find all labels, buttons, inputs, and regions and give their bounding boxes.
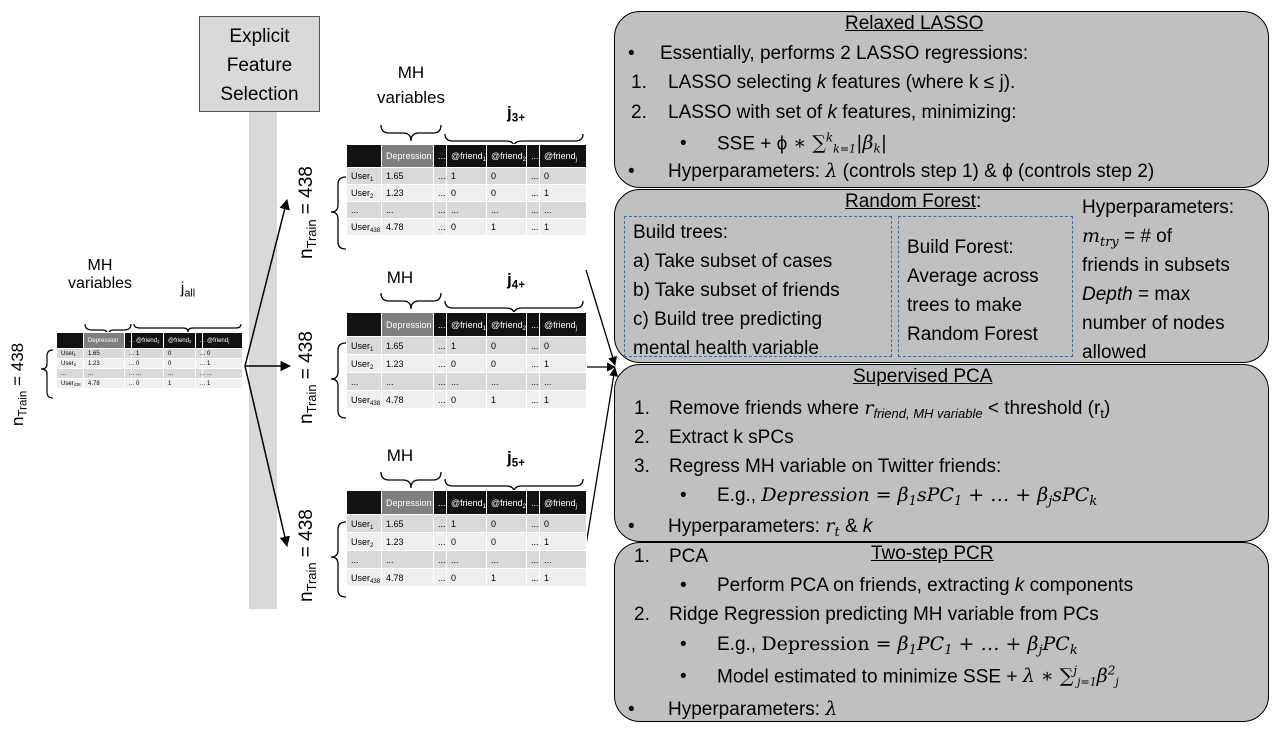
table-row xyxy=(347,391,587,409)
table-row xyxy=(57,359,243,369)
table-cell: 0 xyxy=(447,533,487,551)
table-row xyxy=(57,369,243,379)
header-cell xyxy=(57,333,84,349)
table-cell: ... xyxy=(527,533,540,551)
pcr-line-4: • E.g., Depression = $\beta_1PC_1$ + … + $\beta_jPC_k$ xyxy=(680,633,1078,658)
table-cell: 0 xyxy=(487,185,527,202)
table-cell: 1 xyxy=(132,349,164,359)
header-cell: @friend$_1$ xyxy=(447,491,487,515)
header-cell xyxy=(347,491,382,515)
table-cell: ... xyxy=(434,337,447,355)
table-cell: ... xyxy=(125,379,132,389)
two-step-pcr-title: Two-step PCR xyxy=(871,543,994,564)
lasso-line-5: • Hyperparameters: λ (controls step 1) & ϕ (controls step 2) xyxy=(628,160,1155,182)
user-cell: User$_{438}$ xyxy=(57,379,84,389)
header-cell: @friend$_j$ xyxy=(540,145,587,168)
table-row xyxy=(347,551,587,569)
random-forest-title: Random Forest: xyxy=(845,191,982,212)
table-cell: ... xyxy=(125,359,132,369)
table-cell: 1.65 xyxy=(382,168,434,185)
table-cell: ... xyxy=(527,373,540,391)
data-matrix-bottom xyxy=(346,490,587,587)
table-cell: 4.78 xyxy=(382,391,434,409)
table-cell: ... xyxy=(125,369,132,379)
table-cell: ... xyxy=(447,373,487,391)
table-cell: 0 xyxy=(203,349,243,359)
table-cell: 1 xyxy=(487,219,527,236)
table-cell: 0 xyxy=(487,515,527,533)
lasso-line-3: 2. LASSO with set of k features, minimizing: xyxy=(631,102,1017,123)
table-cell: ... xyxy=(196,349,203,359)
arrow-bottom-to-panels xyxy=(586,368,615,545)
bracket-n-bot xyxy=(331,522,346,597)
table-cell: ... xyxy=(434,551,447,569)
table-cell: 1 xyxy=(540,391,587,409)
pcr-line-3: 2. Ridge Regression predicting MH variable from PCs xyxy=(634,604,1099,625)
header-cell xyxy=(347,313,382,337)
n-train-label-bot: $n_{Train} = 438$ xyxy=(296,509,319,602)
table-cell: 0 xyxy=(487,337,527,355)
table-cell: ... xyxy=(434,202,447,219)
table-cell: ... xyxy=(527,551,540,569)
header-cell: ... xyxy=(527,491,540,515)
user-cell: User$_2$ xyxy=(347,533,382,551)
table-header-row xyxy=(57,333,243,349)
bracket-mh-bot xyxy=(381,472,441,488)
table-cell: 1 xyxy=(164,379,196,389)
bracket-j-small xyxy=(134,324,241,332)
table-cell: ... xyxy=(84,369,125,379)
table-header-row xyxy=(347,313,587,337)
table-cell: ... xyxy=(196,379,203,389)
table-cell: ... xyxy=(434,168,447,185)
two-step-pcr-panel xyxy=(614,542,1269,722)
table-cell: ... xyxy=(527,202,540,219)
header-cell: ... xyxy=(125,333,132,349)
mh-label-mid: MH xyxy=(386,268,414,287)
bracket-n-mid xyxy=(331,343,346,418)
user-cell: User$_{438}$ xyxy=(347,219,382,236)
table-cell: ... xyxy=(434,373,447,391)
supervised-pca-title: Supervised PCA xyxy=(853,366,993,387)
header-cell: Depression xyxy=(382,145,434,168)
table-cell: ... xyxy=(382,551,434,569)
table-row xyxy=(347,533,587,551)
user-cell: User$_1$ xyxy=(347,168,382,185)
table-row xyxy=(347,355,587,373)
table-cell: 1.65 xyxy=(382,515,434,533)
table-header-row xyxy=(347,145,587,168)
table-cell: 0 xyxy=(540,337,587,355)
table-cell: 4.78 xyxy=(382,569,434,587)
table-cell: ... xyxy=(434,219,447,236)
pcr-line-2: • Perform PCA on friends, extracting k components xyxy=(680,575,1134,596)
user-cell: User$_{438}$ xyxy=(347,391,382,409)
table-row xyxy=(347,219,587,236)
table-cell: ... xyxy=(434,355,447,373)
lasso-line-4: • SSE + ϕ ∗ $\sum^k_{k=1}|\beta_k|$ xyxy=(680,131,888,156)
table-cell: ... xyxy=(434,391,447,409)
user-cell: User$_{438}$ xyxy=(347,569,382,587)
table-cell: 0 xyxy=(447,185,487,202)
mh-variables-label-small: MH variables xyxy=(67,257,133,293)
table-cell: ... xyxy=(382,202,434,219)
table-cell: 0 xyxy=(540,168,587,185)
table-cell: ... xyxy=(540,202,587,219)
table-cell: ... xyxy=(527,355,540,373)
spca-line-4: • E.g., Depression = $\beta_1sPC_1$ + … + $\beta_jsPC_k$ xyxy=(680,484,1098,509)
table-cell: ... xyxy=(132,369,164,379)
mh-variables-label-top: MH variables xyxy=(376,63,446,107)
table-cell: 0 xyxy=(487,355,527,373)
lasso-line-1: • Essentially, performs 2 LASSO regressions: xyxy=(628,43,1029,64)
table-cell: 1 xyxy=(203,379,243,389)
pcr-line-6: • Hyperparameters: λ xyxy=(628,698,838,720)
header-cell: ... xyxy=(527,313,540,337)
table-cell: ... xyxy=(527,185,540,202)
table-cell: 1 xyxy=(203,359,243,369)
rf-hyperparameters: Hyperparameters: $m_{try}$ = # of friends in subsets Depth = max number of nodes allowed xyxy=(1082,197,1235,363)
table-cell: ... xyxy=(434,515,447,533)
table-cell: 0 xyxy=(132,359,164,369)
spca-line-5: • Hyperparameters: $r_t$ & k xyxy=(628,515,873,540)
table-cell: 4.78 xyxy=(84,379,125,389)
header-cell: @friend$_1$ xyxy=(447,313,487,337)
n-train-label-top: $n_{Train} = 438$ xyxy=(296,166,319,259)
n-train-label-small: $n_{Train} = 438$ xyxy=(8,342,30,426)
table-row xyxy=(347,185,587,202)
table-cell: ... xyxy=(447,551,487,569)
table-cell: 1 xyxy=(540,185,587,202)
data-matrix-top xyxy=(346,144,587,236)
table-row xyxy=(347,337,587,355)
table-cell: ... xyxy=(487,373,527,391)
pcr-line-1: 1. PCA xyxy=(634,546,709,567)
user-cell: ... xyxy=(347,373,382,391)
table-cell: 1 xyxy=(540,355,587,373)
header-cell: @friend$_j$ xyxy=(540,491,587,515)
table-cell: ... xyxy=(527,337,540,355)
table-row xyxy=(347,168,587,185)
j5-label: $j_{5+}$ xyxy=(507,448,525,470)
table-cell: 4.78 xyxy=(382,219,434,236)
header-cell: @friend$_2$ xyxy=(164,333,196,349)
header-cell: Depression xyxy=(382,491,434,515)
table-cell: ... xyxy=(527,391,540,409)
table-cell: ... xyxy=(447,202,487,219)
table-cell: 0 xyxy=(487,533,527,551)
data-matrix-small xyxy=(56,332,243,389)
arrow-top-to-panels xyxy=(586,270,615,365)
table-cell: ... xyxy=(527,219,540,236)
table-cell: 0 xyxy=(447,219,487,236)
header-cell: ... xyxy=(434,491,447,515)
header-cell: @friend$_j$ xyxy=(203,333,243,349)
table-cell: ... xyxy=(487,551,527,569)
lasso-line-2: 1. LASSO selecting k features (where k ≤ j). xyxy=(631,72,1016,93)
data-matrix-middle xyxy=(346,312,587,409)
table-cell: ... xyxy=(487,202,527,219)
table-cell: 0 xyxy=(447,355,487,373)
table-cell: 0 xyxy=(164,359,196,369)
table-cell: 0 xyxy=(132,379,164,389)
user-cell: User$_1$ xyxy=(57,349,84,359)
relaxed-lasso-title: Relaxed LASSO xyxy=(845,13,984,34)
user-cell: User$_1$ xyxy=(347,515,382,533)
bracket-mh-top xyxy=(381,125,441,141)
table-row xyxy=(57,379,243,389)
user-cell: ... xyxy=(57,369,84,379)
table-cell: ... xyxy=(164,369,196,379)
table-cell: 1.23 xyxy=(84,359,125,369)
table-cell: ... xyxy=(434,533,447,551)
table-cell: 1 xyxy=(540,219,587,236)
explicit-feature-selection-label: Explicit Feature Selection xyxy=(220,26,299,105)
table-row xyxy=(57,349,243,359)
user-cell: ... xyxy=(347,202,382,219)
table-cell: 1 xyxy=(487,569,527,587)
table-cell: ... xyxy=(527,515,540,533)
header-cell: ... xyxy=(434,145,447,168)
table-cell: ... xyxy=(125,349,132,359)
table-cell: 0 xyxy=(540,515,587,533)
table-cell: 0 xyxy=(447,569,487,587)
header-cell: Depression xyxy=(84,333,125,349)
header-cell: @friend$_1$ xyxy=(447,145,487,168)
mh-label-bot: MH xyxy=(386,446,414,465)
table-cell: 1 xyxy=(487,391,527,409)
table-cell: ... xyxy=(540,551,587,569)
header-cell: ... xyxy=(196,333,203,349)
table-cell: 1 xyxy=(540,569,587,587)
table-cell: 1.65 xyxy=(84,349,125,359)
table-row xyxy=(347,373,587,391)
header-cell: Depression xyxy=(382,313,434,337)
j3-label: $j_{3+}$ xyxy=(507,103,525,125)
table-cell: 0 xyxy=(164,349,196,359)
table-cell: 1 xyxy=(447,337,487,355)
table-header-row xyxy=(347,491,587,515)
selection-bar xyxy=(249,112,277,609)
header-cell: @friend$_2$ xyxy=(487,313,527,337)
user-cell: User$_1$ xyxy=(347,337,382,355)
table-row xyxy=(347,202,587,219)
spca-line-3: 3. Regress MH variable on Twitter friends: xyxy=(634,456,1002,477)
table-cell: 1 xyxy=(540,533,587,551)
table-row xyxy=(347,515,587,533)
table-cell: 1.23 xyxy=(382,185,434,202)
user-cell: User$_2$ xyxy=(57,359,84,369)
table-row xyxy=(347,569,587,587)
table-cell: 1.23 xyxy=(382,533,434,551)
user-cell: User$_2$ xyxy=(347,185,382,202)
table-cell: ... xyxy=(196,359,203,369)
table-cell: 1.23 xyxy=(382,355,434,373)
table-cell: ... xyxy=(434,569,447,587)
table-cell: ... xyxy=(527,569,540,587)
bracket-mh-mid xyxy=(381,293,441,309)
j4-label: $j_{4+}$ xyxy=(507,270,525,292)
table-cell: ... xyxy=(527,168,540,185)
header-cell xyxy=(347,145,382,168)
header-cell: @friend$_j$ xyxy=(540,313,587,337)
user-cell: User$_2$ xyxy=(347,355,382,373)
header-cell: @friend$_2$ xyxy=(487,145,527,168)
build-trees-text: Build trees: a) Take subset of cases b) Take subset of friends c) Build tree predicting mental health variable xyxy=(633,222,840,359)
header-cell: ... xyxy=(434,313,447,337)
table-cell: 1 xyxy=(447,515,487,533)
n-train-label-mid: $n_{Train} = 438$ xyxy=(296,331,319,424)
table-cell: 0 xyxy=(487,168,527,185)
header-cell: ... xyxy=(527,145,540,168)
table-cell: 1.65 xyxy=(382,337,434,355)
table-cell: ... xyxy=(540,373,587,391)
j-all-label: $j_{all}$ xyxy=(180,280,196,300)
header-cell: @friend$_1$ xyxy=(132,333,164,349)
table-cell: ... xyxy=(434,185,447,202)
spca-line-1: 1. Remove friends where $r_{friend, MH variable}$ < threshold $(r_t)$ xyxy=(634,397,1111,421)
table-cell: ... xyxy=(382,373,434,391)
bracket-n-top xyxy=(331,177,346,249)
header-cell: @friend$_2$ xyxy=(487,491,527,515)
bracket-n-small xyxy=(41,350,53,398)
pcr-line-5: • Model estimated to minimize SSE + λ ∗ $\sum^j_{j=1}\beta^2_j$ xyxy=(680,664,1119,689)
table-cell: ... xyxy=(203,369,243,379)
user-cell: ... xyxy=(347,551,382,569)
spca-line-2: 2. Extract k sPCs xyxy=(634,427,794,448)
build-forest-text: Build Forest: Average across trees to make Random Forest xyxy=(907,237,1039,345)
table-cell: 0 xyxy=(447,391,487,409)
table-cell: 1 xyxy=(447,168,487,185)
table-cell: ... xyxy=(196,369,203,379)
